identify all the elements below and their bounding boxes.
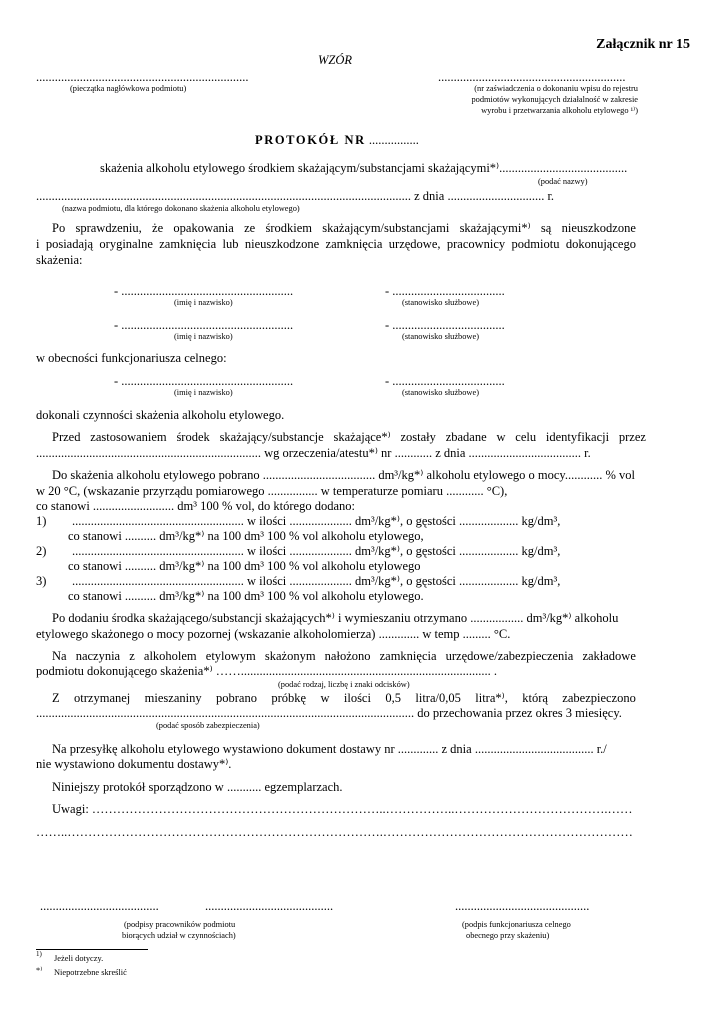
sample-caption: (podać sposób zabezpieczenia) (156, 721, 260, 730)
wzor-label: WZÓR (318, 53, 353, 67)
word: środkiem (265, 221, 312, 235)
verification-line-3: skażenia: (36, 253, 83, 267)
word: naczynia (75, 649, 121, 663)
sample-line-1 (52, 692, 636, 705)
entity-date-line: ........................................................................................................................ z dnia ............................... r. (36, 189, 555, 203)
position-caption: (stanowisko służbowe) (402, 298, 479, 307)
mixing-line-1: Po dodaniu środka skażającego/substancji skażających*⁾ i wymieszaniu otrzymano ................. dm³/kg*⁾ alkoholu (52, 611, 619, 625)
name-caption: (imię i nazwisko) (174, 298, 233, 307)
word: nieuszkodzone (561, 221, 636, 235)
word: zostały (400, 430, 436, 444)
additive-3-subline: co stanowi .......... dm³/kg*⁾ na 100 dm³ 100 % vol alkoholu etylowego. (68, 589, 424, 603)
position-caption: (stanowisko służbowe) (402, 388, 479, 397)
officer-name-dots: - ....................................................... (114, 374, 294, 388)
word: zamknięcia (159, 237, 217, 251)
word: opakowania (173, 221, 234, 235)
identification-line-2: ........................................................................ wg orzeczenia/atestu*⁾ nr ............ z dnia .................................... r. (36, 446, 591, 460)
additive-3-line: ....................................................... w ilości .................... dm³/kg*⁾, o gęstości ................... kg/dm³, (72, 574, 561, 588)
additive-2-number: 2) (36, 544, 47, 558)
word: skażającym/substancjami (322, 221, 450, 235)
footnote-2-text: Niepotrzebne skreślić (54, 968, 127, 977)
substance-names-caption: (podać nazwy) (538, 177, 588, 186)
word: skażające*⁾ (333, 430, 391, 444)
subject-line: skażenia alkoholu etylowego środkiem skażającym/substancjami skażającymi*⁾......................................... (100, 161, 628, 175)
officer-signature-dots: ........................................... (455, 899, 590, 913)
additive-3-number: 3) (36, 574, 47, 588)
word: ilości (343, 691, 371, 705)
word: lub (222, 237, 239, 251)
protocol-number-dots: ................ (368, 133, 419, 147)
sampling-line-3: co stanowi .......................... dm³ 100 % vol, do którego dodano: (36, 499, 355, 513)
cert-dots: ............................................................ (438, 70, 626, 84)
employee-position-dots-1: - .................................... (385, 284, 505, 298)
word: dokonującego (565, 237, 636, 251)
name-caption: (imię i nazwisko) (174, 332, 233, 341)
sealing-line-2: podmiotu dokonującego skażenia*⁾ ……................................................................................ . (36, 664, 498, 678)
sample-line-2: ......................................................................................................................... do przechowania przez okres 3 miesięcy. (36, 706, 622, 720)
mixing-line-2: etylowego skażonego o mocy pozornej (wskazanie alkoholomierza) ............. w temp ......... °C. (36, 627, 511, 641)
footnote-2-mark: *⁾ (36, 966, 43, 975)
sampling-line-2: w 20 °C, (wskazanie przyrządu pomiarowego ................ w temperaturze pomiaru ............ °C), (36, 484, 508, 498)
word: pobrano (215, 691, 257, 705)
word: identyfikacji (545, 430, 610, 444)
word: skażającymi*⁾ (459, 221, 531, 235)
employee-signature-caption-1: (podpisy pracowników podmiotu (124, 920, 236, 929)
officer-signature-caption-1: (podpis funkcjonariusza celnego (462, 920, 571, 929)
word: urzędowe/zabezpieczenia (445, 649, 574, 663)
employee-name-dots-2: - ....................................................... (114, 318, 294, 332)
word: Z (52, 691, 60, 705)
word: litra*⁾, (475, 691, 508, 705)
word: skażonym (264, 649, 316, 663)
position-caption: (stanowisko służbowe) (402, 332, 479, 341)
word: zakładowe (582, 649, 636, 663)
word: pracownicy (446, 237, 506, 251)
word: którą (522, 691, 548, 705)
sealing-caption: (podać rodzaj, liczbę i znaki odcisków) (278, 680, 410, 689)
word: etylowym (205, 649, 256, 663)
cert-caption-2: podmiotów wykonujących działalność w zakresie (471, 95, 638, 104)
word: posiadają (45, 237, 94, 251)
word: i (36, 237, 40, 251)
word: urzędowe, (388, 237, 441, 251)
word: że (152, 221, 164, 235)
word: zamknięcia (325, 237, 383, 251)
word: sprawdzeniu, (75, 221, 142, 235)
additive-1-subline: co stanowi .......... dm³/kg*⁾ na 100 dm³ 100 % vol alkoholu etylowego, (68, 529, 424, 543)
identification-line-1 (52, 431, 646, 444)
performed-line: dokonali czynności skażenia alkoholu etylowego. (36, 408, 285, 422)
word: z (129, 649, 135, 663)
word: zastosowaniem (90, 430, 167, 444)
name-caption: (imię i nazwisko) (174, 388, 233, 397)
word: zabezpieczono (562, 691, 636, 705)
cert-caption-1: (nr zaświadczenia o dokonaniu wpisu do rejestru (474, 84, 638, 93)
stamp-dots: .................................................................... (36, 70, 249, 84)
word: skażający/substancje (219, 430, 324, 444)
word: Przed (52, 430, 81, 444)
additive-2-line: ....................................................... w ilości .................... dm³/kg*⁾, o gęstości ................... kg/dm³, (72, 544, 561, 558)
employee-signature-caption-2: biorących udział w czynnościach) (122, 931, 236, 940)
sealing-line-1 (52, 650, 636, 663)
word: Na (52, 649, 67, 663)
footnote-separator (36, 949, 148, 950)
sampling-line-1: Do skażenia alkoholu etylowego pobrano .................................... dm³/kg*⁾ alkoholu etylowego o mocy............ % vol (52, 468, 636, 482)
employee-signature-dots-1: ...................................... (40, 899, 159, 913)
word: środek (176, 430, 210, 444)
word: nałożono (324, 649, 371, 663)
word: otrzymanej (74, 691, 131, 705)
employee-position-dots-2: - .................................... (385, 318, 505, 332)
word: zbadane (445, 430, 487, 444)
delivery-line-2: nie wystawiono dokumentu dostawy*⁾. (36, 757, 232, 771)
word: w (496, 430, 506, 444)
protocol-title-label: PROTOKÓŁ NR (255, 133, 366, 147)
additive-2-subline: co stanowi .......... dm³/kg*⁾ na 100 dm³ 100 % vol alkoholu etylowego (68, 559, 421, 573)
officer-position-dots: - .................................... (385, 374, 505, 388)
protocol-title (255, 134, 419, 147)
remarks-line-2: ……..………………………………………………………………….…………………………………………………… (36, 825, 633, 839)
copies-line: Niniejszy protokół sporządzono w ........... egzemplarzach. (52, 780, 343, 794)
word: są (540, 221, 552, 235)
word: nieuszkodzone (244, 237, 320, 251)
entity-caption: (nazwa podmiotu, dla którego dokonano skażenia alkoholu etylowego) (62, 204, 300, 213)
footnote-1-text: Jeżeli dotyczy. (54, 954, 104, 963)
remarks-line-1: Uwagi: ……………………………………………………………..……………..……………………………….…… (52, 802, 633, 816)
word: przez (618, 430, 646, 444)
word: ze (244, 221, 256, 235)
officer-signature-caption-2: obecnego przy skażeniu) (466, 931, 550, 940)
word: próbkę (271, 691, 307, 705)
additive-1-number: 1) (36, 514, 47, 528)
word: Po (52, 221, 66, 235)
word: 0,5 (385, 691, 401, 705)
word: litra/0,05 (415, 691, 461, 705)
additive-1-line: ....................................................... w ilości .................... dm³/kg*⁾, o gęstości ................... kg/dm³, (72, 514, 561, 528)
footnote-1-mark: 1) (36, 950, 42, 958)
delivery-line-1: Na przesyłkę alkoholu etylowego wystawiono dokument dostawy nr ............. z dnia ...................................... r./ (52, 742, 607, 756)
word: w (320, 691, 330, 705)
word: zamknięcia (379, 649, 437, 663)
employee-name-dots-1: - ....................................................... (114, 284, 294, 298)
word: mieszaniny (144, 691, 202, 705)
stamp-caption: (pieczątka nagłówkowa podmiotu) (70, 84, 187, 93)
attachment-label: Załącznik nr 15 (596, 37, 690, 52)
cert-caption-3: wyrobu i przetwarzania alkoholu etylowego ¹⁾) (481, 106, 638, 115)
word: alkoholem (143, 649, 197, 663)
word: celu (515, 430, 537, 444)
verification-line-2 (36, 238, 636, 251)
verification-line-1 (52, 222, 636, 235)
word: oryginalne (99, 237, 153, 251)
customs-presence-label: w obecności funkcjonariusza celnego: (36, 351, 227, 365)
word: podmiotu (511, 237, 560, 251)
employee-signature-dots-2: ......................................... (205, 899, 334, 913)
